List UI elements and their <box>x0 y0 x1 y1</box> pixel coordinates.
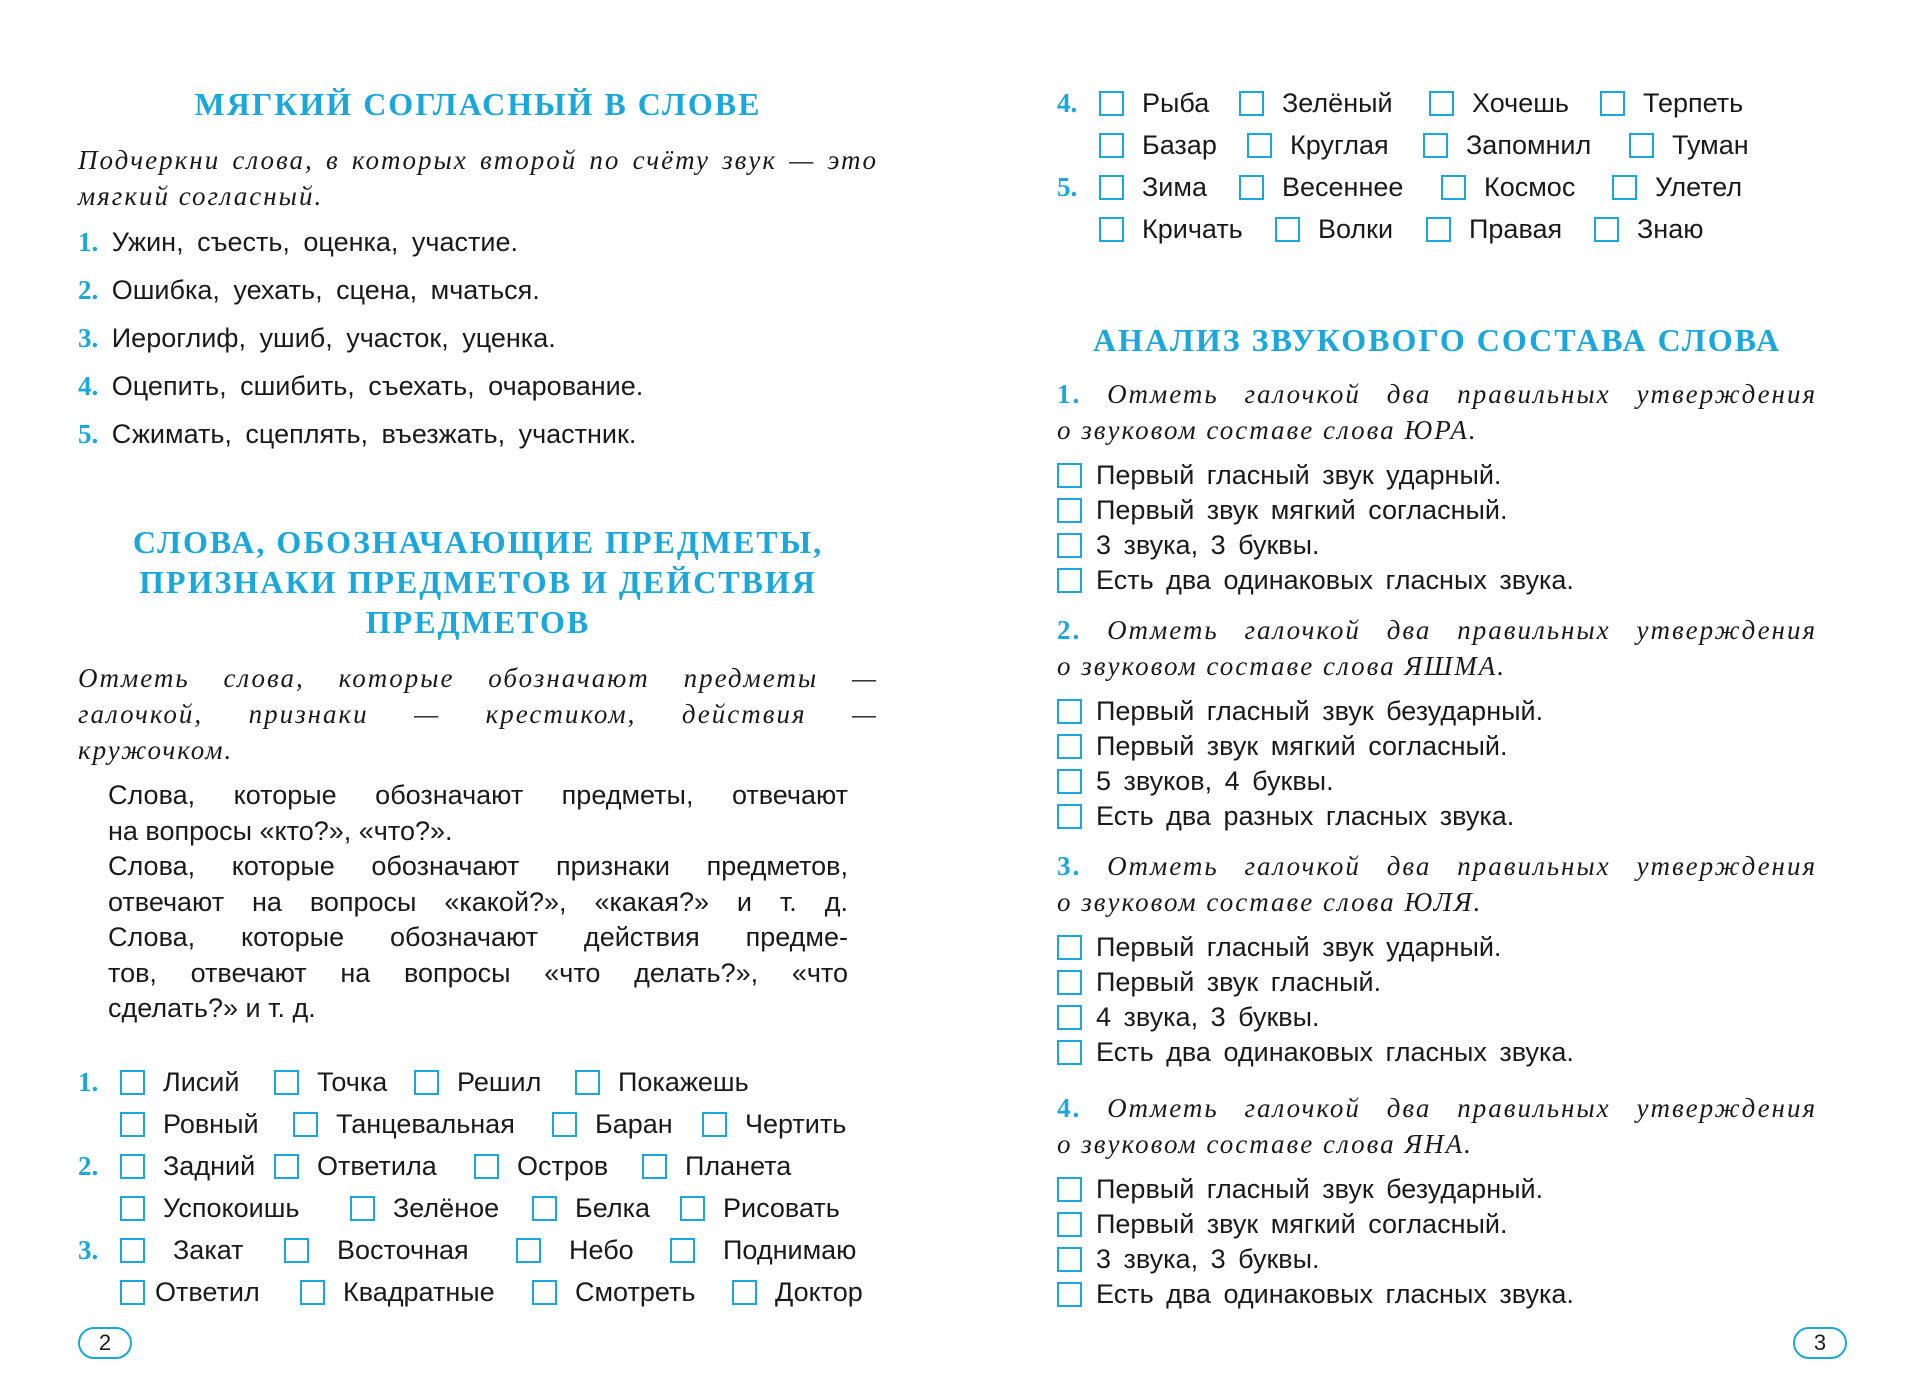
option-row <box>1057 801 1514 832</box>
checkbox[interactable] <box>575 1070 600 1095</box>
task-line: о звуковом составе слова ЮЛЯ. <box>1057 887 1483 917</box>
word-label: Знаю <box>1637 214 1704 244</box>
item-number: 4. <box>78 371 99 401</box>
rule-line: Слова, которые обозначают действия предме- <box>108 922 848 952</box>
word-row <box>1057 130 1749 161</box>
option-row <box>1057 565 1574 596</box>
checkbox[interactable] <box>1057 1040 1082 1065</box>
rule-line: на вопросы «кто?», «что?». <box>108 815 453 846</box>
word-label: Весеннее <box>1282 172 1404 202</box>
checkbox[interactable] <box>1057 533 1082 558</box>
task-line: Отметь галочкой два правильных утверждения <box>1107 379 1818 409</box>
word-label: Небо <box>569 1235 634 1265</box>
checkbox[interactable] <box>1099 217 1124 242</box>
checkbox[interactable] <box>300 1280 325 1305</box>
word-label: Туман <box>1672 130 1749 160</box>
checkbox[interactable] <box>350 1196 375 1221</box>
option-row <box>1057 1209 1507 1240</box>
option-label: Первый звук гласный. <box>1096 967 1382 997</box>
task-line: о звуковом составе слова ЯШМА. <box>1057 651 1506 681</box>
checkbox[interactable] <box>1423 133 1448 158</box>
rule-line: Слова, которые обозначают предметы, отвечают <box>108 780 848 810</box>
word-label: Закат <box>173 1235 244 1265</box>
word-label: Восточная <box>337 1235 469 1265</box>
checkbox[interactable] <box>1594 217 1619 242</box>
word-label: Лисий <box>163 1067 240 1097</box>
word-label: Хочешь <box>1472 88 1569 118</box>
title-line: СЛОВА, ОБОЗНАЧАЮЩИЕ ПРЕДМЕТЫ, <box>132 524 824 560</box>
checkbox[interactable] <box>1057 699 1082 724</box>
checkbox[interactable] <box>120 1112 145 1137</box>
checkbox[interactable] <box>1057 1212 1082 1237</box>
word-label: Космос <box>1484 172 1576 202</box>
checkbox[interactable] <box>474 1154 499 1179</box>
checkbox[interactable] <box>1057 1177 1082 1202</box>
rule-line: отвечают на вопросы «какой?», «какая?» и т. д. <box>108 886 848 917</box>
checkbox[interactable] <box>1057 568 1082 593</box>
option-label: Первый звук мягкий согласный. <box>1096 731 1508 761</box>
word-row <box>1057 214 1704 245</box>
checkbox[interactable] <box>1057 804 1082 829</box>
title-line: ПРИЗНАКИ ПРЕДМЕТОВ И ДЕЙСТВИЯ <box>139 564 817 600</box>
word-row <box>78 1109 846 1140</box>
item-number: 2. <box>78 275 99 305</box>
checkbox[interactable] <box>120 1196 145 1221</box>
option-row <box>1057 1002 1320 1033</box>
option-label: Первый гласный звук безударный. <box>1096 1174 1544 1204</box>
task-number: 3. <box>1057 851 1082 881</box>
word-label: Запомнил <box>1466 130 1592 160</box>
option-row <box>1057 495 1507 526</box>
checkbox[interactable] <box>1099 133 1124 158</box>
checkbox[interactable] <box>1057 970 1082 995</box>
word-row <box>78 1193 840 1224</box>
word-label: Танцевальная <box>336 1109 515 1139</box>
word-row <box>78 1151 791 1182</box>
word-label: Баран <box>595 1109 673 1139</box>
word-label: Поднимаю <box>723 1235 857 1265</box>
word-label: Терпеть <box>1643 88 1744 118</box>
option-label: Есть два разных гласных звука. <box>1096 801 1515 831</box>
word-label: Базар <box>1142 130 1217 160</box>
word-label: Ровный <box>163 1109 259 1139</box>
list-item <box>78 368 878 416</box>
word-row <box>78 1277 863 1308</box>
word-label: Круглая <box>1290 130 1389 160</box>
section-title-soft-consonant: МЯГКИЙ СОГЛАСНЫЙ В СЛОВЕ <box>194 86 762 122</box>
checkbox[interactable] <box>1426 217 1451 242</box>
instruction-mark <box>78 660 878 768</box>
checkbox[interactable] <box>702 1112 727 1137</box>
task-instruction <box>1057 1090 1817 1126</box>
checkbox[interactable] <box>532 1196 557 1221</box>
checkbox[interactable] <box>120 1070 145 1095</box>
task-line: о звуковом составе слова ЮРА. <box>1057 415 1478 445</box>
list-item <box>78 224 878 272</box>
rule-box <box>108 778 848 1027</box>
task-1 <box>1057 376 1817 448</box>
task-line: Отметь галочкой два правильных утверждения <box>1107 615 1818 645</box>
option-label: Есть два одинаковых гласных звука. <box>1096 1279 1574 1309</box>
checkbox[interactable] <box>1057 1247 1082 1272</box>
word-label: Квадратные <box>343 1277 495 1307</box>
checkbox[interactable] <box>120 1154 145 1179</box>
option-row <box>1057 967 1381 998</box>
checkbox[interactable] <box>1239 91 1264 116</box>
rule-line: Слова, которые обозначают признаки предметов, <box>108 851 848 881</box>
option-label: Первый звук мягкий согласный. <box>1096 495 1508 525</box>
checkbox[interactable] <box>552 1112 577 1137</box>
option-label: Есть два одинаковых гласных звука. <box>1096 565 1574 595</box>
task-number: 4. <box>1057 1093 1082 1123</box>
instruction-underline: Подчеркни слова, в которых второй по счёту звук — это мягкий согласный. <box>78 145 878 211</box>
section-title-words <box>78 522 878 642</box>
item-text: Оцепить, сшибить, съехать, очарование. <box>111 371 644 401</box>
word-row <box>1057 172 1742 203</box>
checkbox[interactable] <box>120 1280 145 1305</box>
checkbox[interactable] <box>1612 175 1637 200</box>
word-label: Остров <box>517 1151 609 1181</box>
word-label: Ответил <box>155 1277 260 1307</box>
task-4 <box>1057 1090 1817 1162</box>
word-label: Улетел <box>1655 172 1743 202</box>
checkbox[interactable] <box>1057 498 1082 523</box>
list-item <box>78 320 878 368</box>
option-row <box>1057 766 1334 797</box>
option-label: Первый гласный звук ударный. <box>1096 932 1502 962</box>
checkbox[interactable] <box>293 1112 318 1137</box>
option-label: Первый звук мягкий согласный. <box>1096 1209 1508 1239</box>
option-label: 3 звука, 3 буквы. <box>1096 530 1320 560</box>
checkbox[interactable] <box>1057 769 1082 794</box>
checkbox[interactable] <box>642 1154 667 1179</box>
checkbox[interactable] <box>274 1070 299 1095</box>
word-label: Волки <box>1318 214 1394 244</box>
word-label: Рыба <box>1142 88 1210 118</box>
word-label: Планета <box>685 1151 792 1181</box>
option-row <box>1057 932 1501 963</box>
word-row <box>1057 88 1743 119</box>
option-row <box>1057 731 1507 762</box>
item-text: Сжимать, сцеплять, въезжать, участник. <box>111 419 637 449</box>
word-label: Правая <box>1469 214 1563 244</box>
option-label: 4 звука, 3 буквы. <box>1096 1002 1320 1032</box>
task-2 <box>1057 612 1817 684</box>
row-number: 5. <box>1057 172 1078 202</box>
word-label: Зелёное <box>393 1193 500 1223</box>
option-row <box>1057 696 1543 727</box>
option-label: Первый гласный звук ударный. <box>1096 460 1502 490</box>
list-item <box>78 272 878 320</box>
task-line: Отметь галочкой два правильных утверждения <box>1107 1093 1818 1123</box>
option-label: Есть два одинаковых гласных звука. <box>1096 1037 1574 1067</box>
checkbox[interactable] <box>1099 91 1124 116</box>
row-number: 1. <box>78 1067 99 1097</box>
instruction-line: Отметь слова, которые обозначают предметы — <box>78 663 878 693</box>
checkbox[interactable] <box>284 1238 309 1263</box>
option-label: 5 звуков, 4 буквы. <box>1096 766 1334 796</box>
list-item <box>78 416 878 464</box>
checkbox[interactable] <box>1247 133 1272 158</box>
rule-line: сделать?» и т. д. <box>108 993 316 1023</box>
word-label: Доктор <box>775 1277 863 1307</box>
word-label: Решил <box>457 1067 542 1097</box>
word-row <box>78 1067 749 1098</box>
word-label: Смотреть <box>575 1277 696 1307</box>
option-row <box>1057 530 1320 561</box>
task-line: о звуковом составе слова ЯНА. <box>1057 1129 1473 1159</box>
checkbox[interactable] <box>1600 91 1625 116</box>
word-label: Покажешь <box>618 1067 749 1097</box>
word-row <box>78 1235 856 1266</box>
row-number: 3. <box>78 1235 99 1265</box>
checkbox[interactable] <box>120 1238 145 1263</box>
word-label: Задний <box>163 1151 256 1181</box>
checkbox[interactable] <box>1057 463 1082 488</box>
item-text: Ошибка, уехать, сцена, мчаться. <box>111 275 540 305</box>
option-row <box>1057 1279 1574 1310</box>
checkbox[interactable] <box>670 1238 695 1263</box>
checkbox[interactable] <box>1057 734 1082 759</box>
checkbox[interactable] <box>1239 175 1264 200</box>
checkbox[interactable] <box>1057 935 1082 960</box>
item-number: 3. <box>78 323 99 353</box>
checkbox[interactable] <box>1441 175 1466 200</box>
option-row <box>1057 1174 1543 1205</box>
item-number: 1. <box>78 227 99 257</box>
checkbox[interactable] <box>1057 1005 1082 1030</box>
item-text: Ужин, съесть, оценка, участие. <box>111 227 518 257</box>
checkbox[interactable] <box>1057 1282 1082 1307</box>
checkbox[interactable] <box>1629 133 1654 158</box>
row-number: 2. <box>78 1151 99 1181</box>
task-3 <box>1057 848 1817 920</box>
word-label: Ответила <box>317 1151 437 1181</box>
checkbox[interactable] <box>680 1196 705 1221</box>
task-instruction <box>1057 612 1817 648</box>
instruction-line: кружочком. <box>78 735 234 765</box>
checkbox[interactable] <box>732 1280 757 1305</box>
task-instruction <box>1057 848 1817 884</box>
item-text: Иероглиф, ушиб, участок, уценка. <box>111 323 556 353</box>
word-label: Рисовать <box>723 1193 840 1223</box>
section-title-sound-analysis: АНАЛИЗ ЗВУКОВОГО СОСТАВА СЛОВА <box>1092 322 1782 358</box>
rule-line: тов, отвечают на вопросы «что делать?», «что <box>108 957 848 988</box>
task-instruction <box>1057 376 1817 412</box>
title-line: ПРЕДМЕТОВ <box>365 604 591 640</box>
task-number: 2. <box>1057 615 1082 645</box>
word-label: Зелёный <box>1282 88 1393 118</box>
soft-consonant-list <box>78 224 878 464</box>
task-number: 1. <box>1057 379 1082 409</box>
word-label: Кричать <box>1142 214 1243 244</box>
checkbox[interactable] <box>1099 175 1124 200</box>
item-number: 5. <box>78 419 99 449</box>
word-label: Белка <box>575 1193 651 1223</box>
checkbox[interactable] <box>414 1070 439 1095</box>
checkbox[interactable] <box>516 1238 541 1263</box>
page-number: 3 <box>1793 1327 1847 1359</box>
checkbox[interactable] <box>1429 91 1454 116</box>
option-row <box>1057 1037 1574 1068</box>
instruction-line: галочкой, признаки — крестиком, действия — <box>78 699 878 729</box>
checkbox[interactable] <box>274 1154 299 1179</box>
page-number: 2 <box>78 1327 132 1359</box>
word-label: Чертить <box>745 1109 847 1139</box>
option-label: Первый гласный звук безударный. <box>1096 696 1544 726</box>
option-row <box>1057 460 1501 491</box>
checkbox[interactable] <box>1275 217 1300 242</box>
checkbox[interactable] <box>532 1280 557 1305</box>
word-label: Точка <box>317 1067 388 1097</box>
option-label: 3 звука, 3 буквы. <box>1096 1244 1320 1274</box>
option-row <box>1057 1244 1320 1275</box>
word-label: Зима <box>1142 172 1207 202</box>
right-page <box>957 0 1914 1388</box>
word-label: Успокоишь <box>163 1193 300 1223</box>
task-line: Отметь галочкой два правильных утверждения <box>1107 851 1818 881</box>
row-number: 4. <box>1057 88 1078 118</box>
